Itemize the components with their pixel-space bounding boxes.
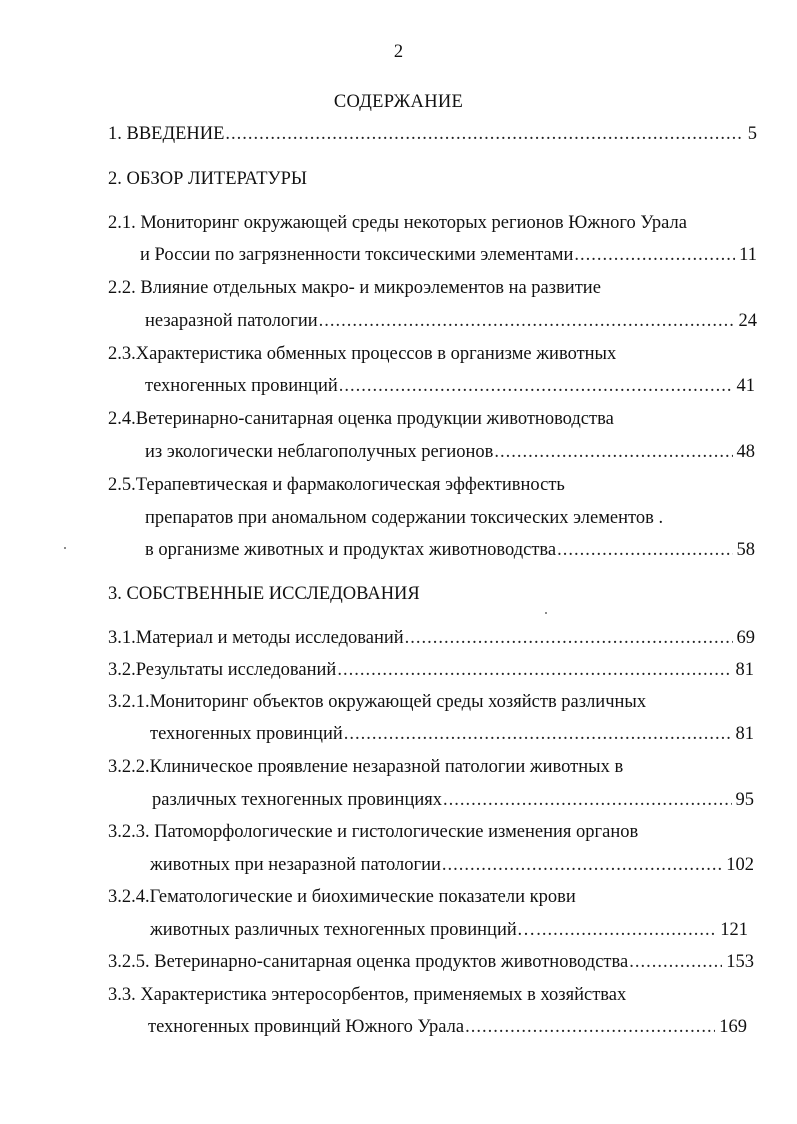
toc-entry-label: препаратов при аномальном содержании токсических элементов . <box>145 508 664 528</box>
toc-entry-2-2[interactable] <box>145 309 757 333</box>
toc-entry-label: техногенных провинций Южного Урала <box>148 1017 465 1037</box>
toc-entry-label: техногенных провинций <box>150 724 343 744</box>
toc-entry-label: 3.2.5. Ветеринарно-санитарная оценка продуктов животноводства <box>108 952 629 972</box>
toc-entry-label: 3.2.1.Мониторинг объектов окружающей среды хозяйств различных <box>108 692 647 712</box>
toc-page-number: 24 <box>738 311 757 331</box>
toc-entry-label: 3.2.3. Патоморфологические и гистологические изменения органов <box>108 822 639 842</box>
toc-entry-3-2-5[interactable] <box>108 950 754 974</box>
toc-page-number: 81 <box>735 724 754 744</box>
toc-entry-3-2-2[interactable] <box>152 788 754 812</box>
toc-entry-label: 3.1.Материал и методы исследований <box>108 628 404 648</box>
toc-page-number: 69 <box>736 628 755 648</box>
toc-entry-3-2-4[interactable] <box>150 918 748 942</box>
toc-entry-introduction[interactable] <box>108 122 757 146</box>
toc-page-number: 11 <box>739 245 757 265</box>
toc-entry-3-2-3[interactable] <box>150 853 754 877</box>
dot-leader <box>465 1015 715 1039</box>
toc-entry-2-4[interactable] <box>145 440 755 464</box>
toc-entry-label: из экологически неблагополучных регионов <box>145 442 494 462</box>
scan-speck <box>64 547 66 549</box>
toc-entry-label: 3.2.2.Клиническое проявление незаразной патологии животных в <box>108 757 624 777</box>
dot-leader <box>225 122 743 146</box>
toc-page-number: 5 <box>747 124 757 144</box>
dot-leader <box>536 918 716 942</box>
toc-entry-label: 2.4.Ветеринарно-санитарная оценка продукции животноводства <box>108 409 614 429</box>
toc-entry-label: 3.3. Характеристика энтеросорбентов, применяемых в хозяйствах <box>108 985 627 1005</box>
toc-page-number: 48 <box>736 442 755 462</box>
toc-entry-3-3[interactable] <box>148 1015 747 1039</box>
toc-entry-label: 3.2.4.Гематологические и биохимические показатели крови <box>108 887 576 907</box>
dot-leader <box>442 853 722 877</box>
toc-entry-label: 2.2. Влияние отдельных макро- и микроэлементов на развитие <box>108 278 601 298</box>
dot-leader <box>494 440 732 464</box>
toc-page-number: 102 <box>726 855 754 875</box>
toc-page-number: 58 <box>736 540 755 560</box>
toc-entry-3-1[interactable] <box>108 626 755 650</box>
toc-page-number: 41 <box>736 376 755 396</box>
dot-leader <box>443 788 731 812</box>
toc-page-number: 121 <box>720 920 748 940</box>
dot-leader <box>405 626 733 650</box>
toc-entry-label: 3.2.Результаты исследований <box>108 660 337 680</box>
toc-entry-2-1[interactable] <box>140 243 757 267</box>
dot-leader <box>339 374 733 398</box>
page-number: 2 <box>393 42 404 62</box>
toc-entry-label: в организме животных и продуктах животноводства <box>145 540 557 560</box>
toc-page-number: 81 <box>735 660 754 680</box>
dot-leader <box>344 722 732 746</box>
dot-leader <box>557 538 732 562</box>
toc-entry-label: 2.1. Мониторинг окружающей среды некоторых регионов Южного Урала <box>108 213 687 233</box>
dot-leader <box>574 243 735 267</box>
page-title: СОДЕРЖАНИЕ <box>333 92 464 112</box>
toc-entry-3-2-1[interactable] <box>150 722 754 746</box>
toc-page-number: 153 <box>726 952 754 972</box>
section-heading-literature-review: 2. ОБЗОР ЛИТЕРАТУРЫ <box>108 169 308 189</box>
toc-entry-label: незаразной патологии <box>145 311 318 331</box>
toc-page-number: 169 <box>719 1017 747 1037</box>
toc-entry-2-3[interactable] <box>145 374 755 398</box>
toc-entry-label: 2.3.Характеристика обменных процессов в организме животных <box>108 344 617 364</box>
toc-entry-label: 1. ВВЕДЕНИЕ <box>108 124 225 144</box>
toc-entry-label: 2.5.Терапевтическая и фармакологическая эффективность <box>108 475 565 495</box>
toc-entry-2-5[interactable] <box>145 538 755 562</box>
section-heading-own-research: 3. СОБСТВЕННЫЕ ИССЛЕДОВАНИЯ <box>108 584 420 604</box>
toc-page-number: 95 <box>735 790 754 810</box>
toc-entry-label: животных при незаразной патологии <box>150 855 441 875</box>
dot-leader <box>629 950 722 974</box>
toc-entry-label: различных техногенных провинциях <box>152 790 443 810</box>
dot-leader <box>337 658 731 682</box>
dot-leader <box>319 309 735 333</box>
toc-entry-label: и России по загрязненности токсическими элементами <box>140 245 574 265</box>
scan-speck <box>545 612 547 614</box>
toc-entry-label: животных различных техногенных провинций… <box>150 920 536 940</box>
toc-entry-label: техногенных провинций <box>145 376 338 396</box>
toc-entry-3-2[interactable] <box>108 658 754 682</box>
